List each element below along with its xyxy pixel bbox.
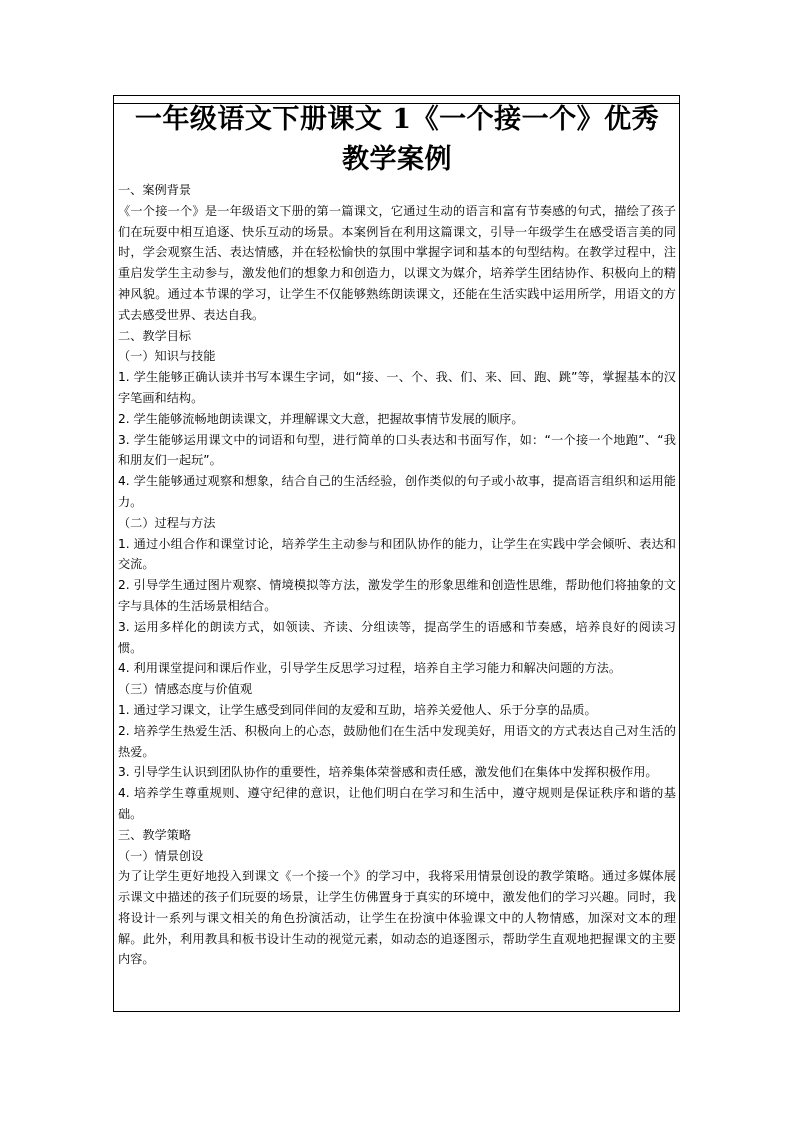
knowledge-item-2: 2. 学生能够流畅地朗读课文，并理解课文大意，把握故事情节发展的顺序。 (118, 411, 524, 426)
process-item-1: 1. 通过小组合作和课堂讨论，培养学生主动参与和团队协作的能力，让学生在实践中学会倾听、表达和交流。 (118, 536, 676, 572)
values-item-1: 1. 通过学习课文，让学生感受到同伴间的友爱和互助，培养关爱他人、乐于分享的品质。 (118, 702, 597, 717)
knowledge-item-3: 3. 学生能够运用课文中的词语和句型，进行简单的口头表达和书面写作，如：“一个接一个地跑”、“我和朋友们一起玩”。 (118, 432, 676, 468)
subheading-knowledge: （一）知识与技能 (118, 349, 216, 364)
subheading-values: （三）情感态度与价值观 (118, 682, 253, 697)
process-item-4: 4. 利用课堂提问和课后作业，引导学生反思学习过程，培养自主学习能力和解决问题的方法。 (118, 661, 622, 676)
title-line-2: 教学案例 (342, 144, 452, 175)
knowledge-item-4: 4. 学生能够通过观察和想象，结合自己的生活经验，创作类似的句子或小故事，提高语言组织和运用能力。 (118, 474, 676, 509)
knowledge-item-1: 1. 学生能够正确认读并书写本课生字词，如“接、一、个、我、们、来、回、跑、跳”等，掌握基本的汉字笔画和结构。 (118, 370, 676, 405)
background-paragraph: 《一个接一个》是一年级语文下册的第一篇课文，它通过生动的语言和富有节奏感的句式，描绘了孩子们在玩耍中相互追逐、快乐互动的场景。本案例旨在利用这篇课文，引导一年级学生在感受语言美的同时，学会观察生活、表达情感，并在轻松愉快的氛围中掌握字词和基本的句型结构。在教学过程中，注重启发学生主动参与，激发他们的想象力和创造力，以课文为媒介，培养学生团结协作、积极向上的精神风貌。通过本节课的学习，让学生不仅能够熟练朗读课文，还能在生活实践中运用所学，用语文的方式去感受世界、表达自我。 (118, 203, 676, 322)
section-heading-strategy: 三、教学策略 (118, 827, 192, 842)
values-item-2: 2. 培养学生热爱生活、积极向上的心态，鼓励他们在生活中发现美好，用语文的方式表达自己对生活的热爱。 (118, 723, 676, 759)
scenario-paragraph: 为了让学生更好地投入到课文《一个接一个》的学习中，我将采用情景创设的教学策略。通过多媒体展示课文中描述的孩子们玩耍的场景，让学生仿佛置身于真实的环境中，激发他们的学习兴趣。同时，我将设计一系列与课文相关的角色扮演活动，让学生在扮演中体验课文中的人物情感，加深对文本的理解。此外，利用教具和板书设计生动的视觉元素，如动态的追逐图示，帮助学生直观地把握课文的主要内容。 (118, 869, 676, 967)
values-item-3: 3. 引导学生认识到团队协作的重要性，培养集体荣誉感和责任感，激发他们在集体中发挥积极作用。 (118, 765, 658, 780)
process-item-3: 3. 运用多样化的朗读方式，如领读、齐读、分组读等，提高学生的语感和节奏感，培养良好的阅读习惯。 (118, 619, 676, 655)
title-line-1: 一年级语文下册课文 1《一个接一个》优秀 (134, 104, 660, 135)
subheading-scenario: （一）情景创设 (118, 848, 204, 863)
section-heading-background: 一、案例背景 (118, 183, 192, 197)
process-item-2: 2. 引导学生通过图片观察、情境模拟等方法，激发学生的形象思维和创造性思维，帮助他们将抽象的文字与具体的生活场景相结合。 (118, 578, 676, 613)
section-heading-goals: 二、教学目标 (118, 328, 192, 343)
document-body (118, 100, 676, 970)
subheading-process: （二）过程与方法 (118, 515, 216, 530)
values-item-4: 4. 培养学生尊重规则、遵守纪律的意识，让他们明白在学习和生活中，遵守规则是保证秩序和谐的基础。 (118, 786, 676, 821)
